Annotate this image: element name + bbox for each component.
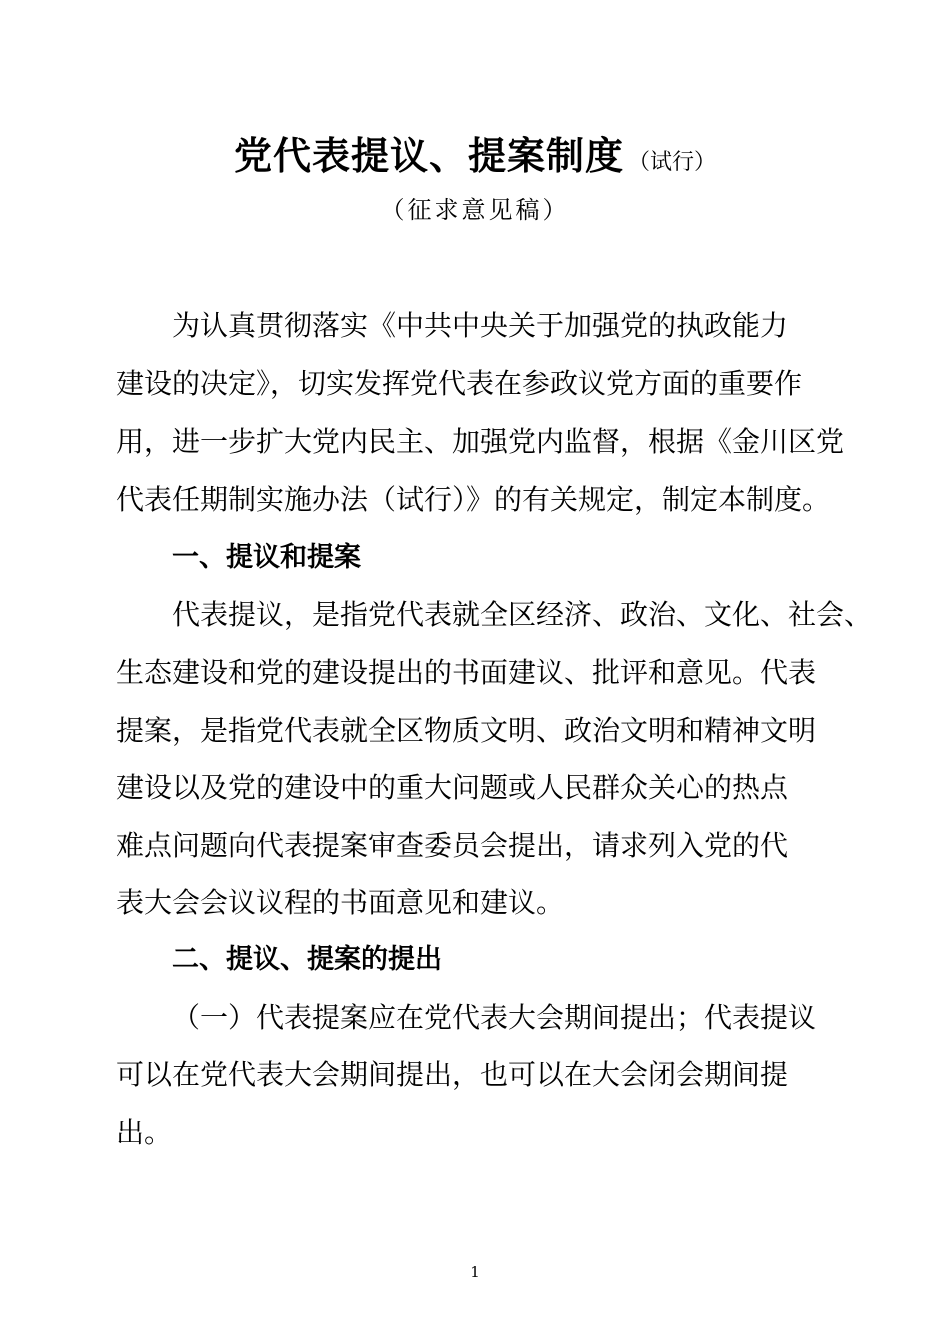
section-heading: 一、提议和提案: [172, 542, 361, 573]
document-title: [0, 128, 950, 192]
paragraph-line: 建设的决定》，切实发挥党代表在参政议党方面的重要作: [116, 367, 803, 400]
paragraph-line: 难点问题向代表提案审查委员会提出，请求列入党的代: [116, 829, 789, 862]
paragraph-line: 表大会会议议程的书面意见和建议。: [116, 886, 565, 919]
paragraph-line: 代表提议，是指党代表就全区经济、政治、文化、社会、: [172, 598, 873, 631]
paragraph-line: 出。: [116, 1116, 173, 1149]
title-text: 党代表提议、提案制度: [233, 134, 624, 178]
paragraph-line: 用，进一步扩大党内民主、加强党内监督，根据《金川区党: [116, 425, 845, 458]
paragraph-line: （一）代表提案应在党代表大会期间提出；代表提议: [172, 1001, 817, 1034]
title-suffix: （试行）: [628, 150, 717, 175]
paragraph-line: 提案，是指党代表就全区物质文明、政治文明和精神文明: [116, 714, 817, 747]
paragraph-line: 建设以及党的建设中的重大问题或人民群众关心的热点: [116, 771, 789, 804]
page-number: 1: [470, 1263, 480, 1281]
document-subtitle: （征求意见稿）: [380, 196, 570, 224]
paragraph-line: 生态建设和党的建设提出的书面建议、批评和意见。代表: [116, 656, 817, 689]
section-heading: 二、提议、提案的提出: [172, 944, 442, 975]
paragraph-line: 可以在党代表大会期间提出，也可以在大会闭会期间提: [116, 1058, 789, 1091]
paragraph-line: 为认真贯彻落实《中共中央关于加强党的执政能力: [172, 309, 789, 342]
paragraph-line: 代表任期制实施办法（试行）》的有关规定，制定本制度。: [116, 483, 831, 516]
